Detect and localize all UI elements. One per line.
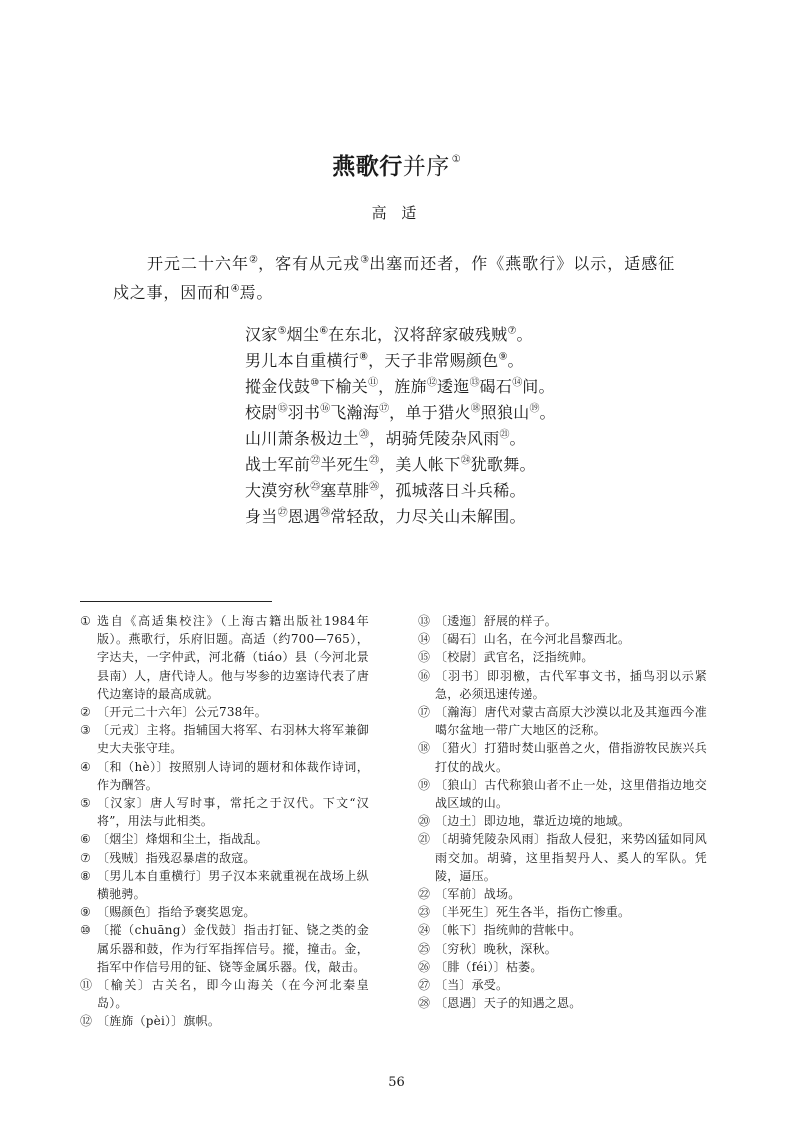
footnote-text: 〔和（hè）〕按照别人诗词的题材和体裁作诗词，作为酬答。 [97,759,369,792]
footnote-number: ⑥ [80,832,91,847]
footnote-text: 〔边土〕即边地，靠近边境的地域。 [435,814,631,829]
footnote-ref: ⑲ [529,403,540,415]
poem-text: 校尉 [245,403,278,422]
footnote-text: 〔腓（féi）〕枯萎。 [435,959,543,974]
footnote-ref: ⑱ [470,403,481,415]
footnotes-right-column [418,612,707,1012]
footnote-item [418,830,707,885]
footnote-number: ② [80,705,91,720]
footnote-number: ⑦ [80,850,91,865]
footnote-text: 〔当〕承受。 [435,978,509,993]
footnote-ref: ㉗ [277,507,288,519]
footnote-item [418,940,707,958]
footnote-number: ⑤ [80,796,91,811]
poem-text: 摐金伐鼓 [245,377,311,396]
footnote-divider [80,601,272,602]
poem-text: 。 [516,325,533,344]
footnote-text: 〔半死生〕死生各半，指伤亡惨重。 [435,905,631,920]
poem-text: 烟尘 [286,325,320,344]
footnote-item [418,921,707,939]
footnote-number: ㉗ [418,978,431,993]
poem-text: 羽书 [287,403,321,422]
poem-text: 身当 [245,507,278,526]
footnote-number: ⑨ [80,905,91,920]
footnote-ref: ④ [230,283,240,295]
footnote-text: 〔残贼〕指残忍暴虐的敌寇。 [97,850,256,865]
footnote-number: ⑰ [418,705,431,720]
poem-text: ，旌旆 [378,377,427,396]
footnote-number: ⑮ [418,650,431,665]
page-title [0,150,793,184]
footnote-text: 〔瀚海〕唐代对蒙古高原大沙漠以北及其迤西今准噶尔盆地一带广大地区的泛称。 [435,705,707,738]
poem-text: 半死生 [320,455,370,474]
footnote-ref: ② [248,254,259,266]
poem-text: 照狼山 [480,403,530,422]
footnote-ref: ㉒ [310,455,321,467]
poem-line [245,400,665,426]
poem-text: 男儿本自重横行 [245,351,360,370]
title-sub: 并序 [402,154,450,180]
footnote-text: 〔男儿本自重横行〕男子汉本来就重视在战场上纵横驰骋。 [97,868,369,902]
poem-text: ，胡骑凭陵杂风雨 [369,429,500,448]
footnote-ref: ⑫ [426,377,437,389]
footnote-text: 〔猎火〕打猎时焚山驱兽之火，借指游牧民族兴兵打仗的战火。 [435,741,707,774]
footnote-item [418,630,707,648]
footnote-number: ㉒ [418,887,431,902]
poem-line [245,478,665,504]
footnote-ref: ㉖ [369,481,380,493]
footnotes-left-column [80,612,369,1031]
footnote-text: 〔校尉〕武官名，泛指统帅。 [435,650,594,665]
footnote-item [80,1012,369,1030]
footnote-text: 〔汉家〕唐人写时事，常托之于汉代。下文“汉将”，用法与此相类。 [97,796,369,829]
footnote-text: 选自《高适集校注》（上海古籍出版社1984年版）。燕歌行，乐府旧题。高适（约700—765），字达夫，一字仲武，河北蓨（tiáo）县（今河北景县南）人，唐代诗人。他与岑参的边塞诗代表了唐代边塞诗的最高成就。 [97,614,369,701]
footnote-text: 〔穷秋〕晚秋，深秋。 [435,941,558,956]
poem-text: 下榆关 [319,377,369,396]
footnote-number: ㉓ [418,905,431,920]
poem-body [245,322,665,530]
poem-line [245,374,665,400]
poem-text: 战士军前 [245,455,311,474]
footnote-text: 〔帐下〕指统帅的营帐中。 [435,923,582,938]
preface-paragraph [113,249,675,307]
poem-text: ，单于猎火 [389,403,471,422]
footnote-text: 〔旌旆（pèi）〕旗帜。 [97,1014,221,1029]
footnote-ref: ⑧ [359,351,369,363]
footnote-number: ⑳ [418,814,431,829]
footnote-ref: ㉔ [460,455,471,467]
footnote-number: ㉔ [418,923,431,938]
footnote-text: 〔逶迤〕舒展的样子。 [435,614,558,628]
footnote-item [418,812,707,830]
footnote-text: 〔胡骑凭陵杂风雨〕指敌人侵犯，来势凶猛如同风雨交加。胡骑，这里指契丹人、奚人的军队。凭陵，逼压。 [435,832,707,883]
footnote-ref: ⑯ [320,403,331,415]
footnote-ref: ⑤ [277,325,287,337]
footnote-ref: ⑬ [469,377,480,389]
footnote-number: ⑲ [418,777,431,792]
footnote-item [80,703,369,721]
footnote-item [80,794,369,830]
poem-line [245,426,665,452]
footnote-number: ③ [80,723,91,738]
footnote-number: ㉘ [418,996,431,1011]
footnote-ref: ⑰ [379,403,390,415]
footnote-text: 〔元戎〕主将。指辅国大将军、右羽林大将军兼御史大夫张守珪。 [97,723,369,756]
footnote-number: ⑩ [80,923,91,938]
footnote-text: 〔碣石〕山名，在今河北昌黎西北。 [435,632,631,647]
footnote-item [80,867,369,903]
title-main: 燕歌行 [332,153,403,180]
poem-text: ，孤城落日斗兵稀。 [379,481,526,500]
footnote-text: 〔榆关〕古关名，即今山海关（在今河北秦皇岛）。 [97,978,369,1011]
footnote-number: ⑫ [80,1014,93,1029]
footnote-item [80,721,369,757]
footnote-ref: ⑩ [310,377,320,389]
footnote-ref: ⑳ [359,429,370,441]
footnote-item [80,612,369,703]
footnote-number: ⑪ [80,978,93,993]
footnote-ref: ⑪ [368,377,379,389]
poem-text: 逶迤 [436,377,470,396]
footnote-number: ⑯ [418,668,431,683]
poem-text: 山川萧条极边土 [245,429,360,448]
footnote-item [418,958,707,976]
poem-text: 。 [509,429,526,448]
poem-text: ，美人帐下 [379,455,461,474]
footnote-ref: ⑭ [512,377,523,389]
footnote-number: ⑬ [418,614,431,628]
page-number: 56 [388,1075,405,1090]
footnote-text: 〔赐颜色〕指给予褒奖恩宠。 [97,905,256,920]
footnote-text: 〔摐（chuāng）金伐鼓〕指击打钲、铙之类的金属乐器和鼓，作为行军指挥信号。摐，撞击。金，指军中作信号用的钲、铙等金属乐器。伐，敲击。 [97,923,369,974]
poem-text: 常轻敌，力尽关山未解围。 [330,507,526,526]
preface-text: 开元二十六年 [147,254,249,273]
preface-text: 出塞而还者，作《燕歌行》以示，适感征戍之事，因而和 [113,254,675,302]
footnote-ref: ㉕ [310,481,321,493]
footnote-number: ① [80,614,91,628]
footnote-item [418,976,707,994]
footnote-item [418,703,707,739]
footnote-ref: ⑨ [498,351,508,363]
footnote-item [418,903,707,921]
footnote-item [418,612,707,630]
footnote-number: ④ [80,759,91,774]
footnote-text: 〔羽书〕即羽檄，古代军事文书，插鸟羽以示紧急，必须迅速传递。 [435,668,707,701]
footnote-item [418,739,707,775]
footnote-number: ㉕ [418,941,431,956]
footnote-item [80,976,369,1012]
poem-text: 间。 [522,377,555,396]
footnote-ref: ㉓ [369,455,380,467]
poem-text: 碣石 [479,377,513,396]
footnote-ref: ⑦ [507,325,517,337]
footnote-text: 〔开元二十六年〕公元738年。 [97,705,267,720]
footnote-ref: ③ [360,254,370,266]
poem-text: 犹歌舞。 [470,455,536,474]
footnote-item [418,667,707,703]
footnote-item [418,885,707,903]
preface-text: 焉。 [239,283,274,302]
poem-line [245,322,665,348]
footnote-item [80,849,369,867]
poem-text: 大漠穷秋 [245,481,311,500]
footnote-text: 〔恩遇〕天子的知遇之恩。 [435,996,582,1011]
footnote-item [418,648,707,666]
footnote-ref: ⑥ [319,325,329,337]
poem-line [245,348,665,374]
footnote-ref: ⑮ [277,403,288,415]
poem-text: 飞瀚海 [330,403,380,422]
poem-line [245,504,665,530]
footnote-item [418,994,707,1012]
poem-text: 塞草腓 [320,481,370,500]
poem-text: 恩遇 [287,507,321,526]
footnote-number: ⑱ [418,741,431,756]
poem-text: 汉家 [245,325,278,344]
poem-line [245,452,665,478]
footnote-text: 〔军前〕战场。 [435,887,521,902]
footnote-text: 〔烟尘〕烽烟和尘土，指战乱。 [97,832,268,847]
poem-text: 。 [507,351,524,370]
author-name: 高 适 [371,204,422,222]
footnote-item [80,903,369,921]
footnote-number: ㉖ [418,959,431,974]
footnote-ref: ㉘ [320,507,331,519]
footnote-number: ⑧ [80,868,91,883]
footnote-item [418,776,707,812]
footnote-item [80,921,369,976]
footnote-item [80,830,369,848]
poem-text: 。 [539,403,556,422]
footnote-number: ㉑ [418,832,431,847]
footnote-text: 〔狼山〕古代称狼山者不止一处，这里借指边地交战区域的山。 [435,777,707,811]
footnote-ref: ① [451,154,461,166]
footnote-number: ⑭ [418,632,431,647]
footnote-ref: ㉑ [499,429,510,441]
preface-text: ，客有从元戎 [258,254,361,273]
poem-text: 在东北，汉将辞家破残贼 [328,325,508,344]
footnote-item [80,758,369,794]
poem-text: ，天子非常赐颜色 [368,351,499,370]
